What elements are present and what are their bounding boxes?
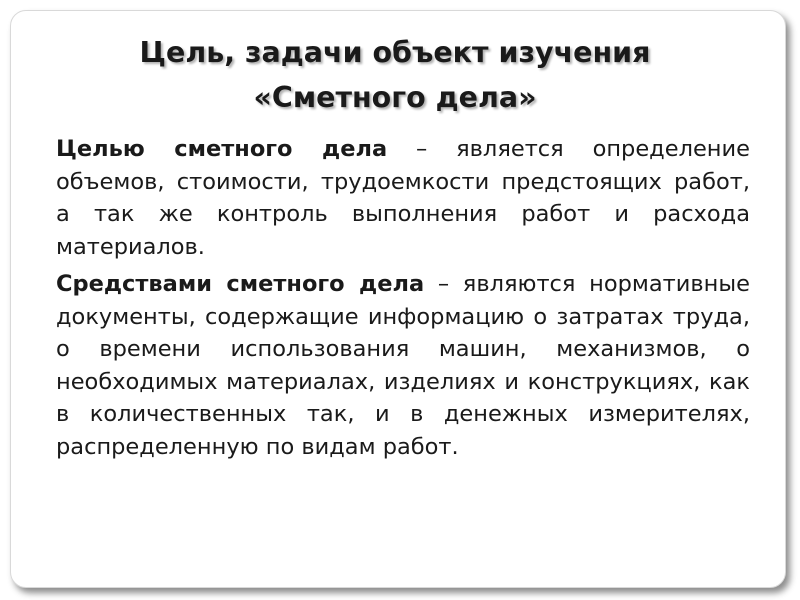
goal-text: – является определение объемов, стоимости, трудоемкости предстоящих работ, а так же контроль выполнения работ и расхода материалов. (56, 136, 750, 260)
slide-body (56, 133, 750, 463)
paragraph-means (56, 268, 750, 463)
title-line-2: «Сметного дела» (253, 81, 537, 114)
means-term: Средствами сметного дела (56, 271, 425, 297)
means-text: – являются нормативные документы, содержащие информацию о затратах труда, о времени использования машин, механизмов, о необходимых материалах, изделиях и конструкциях, как в количественных так, и в денежных измерителях, распределенную по видам работ. (56, 271, 750, 460)
goal-term: Целью сметного дела (56, 136, 388, 162)
title-line-1: Цель, задачи объект изучения (139, 36, 651, 69)
slide-title (40, 30, 750, 120)
paragraph-goal (56, 133, 750, 263)
